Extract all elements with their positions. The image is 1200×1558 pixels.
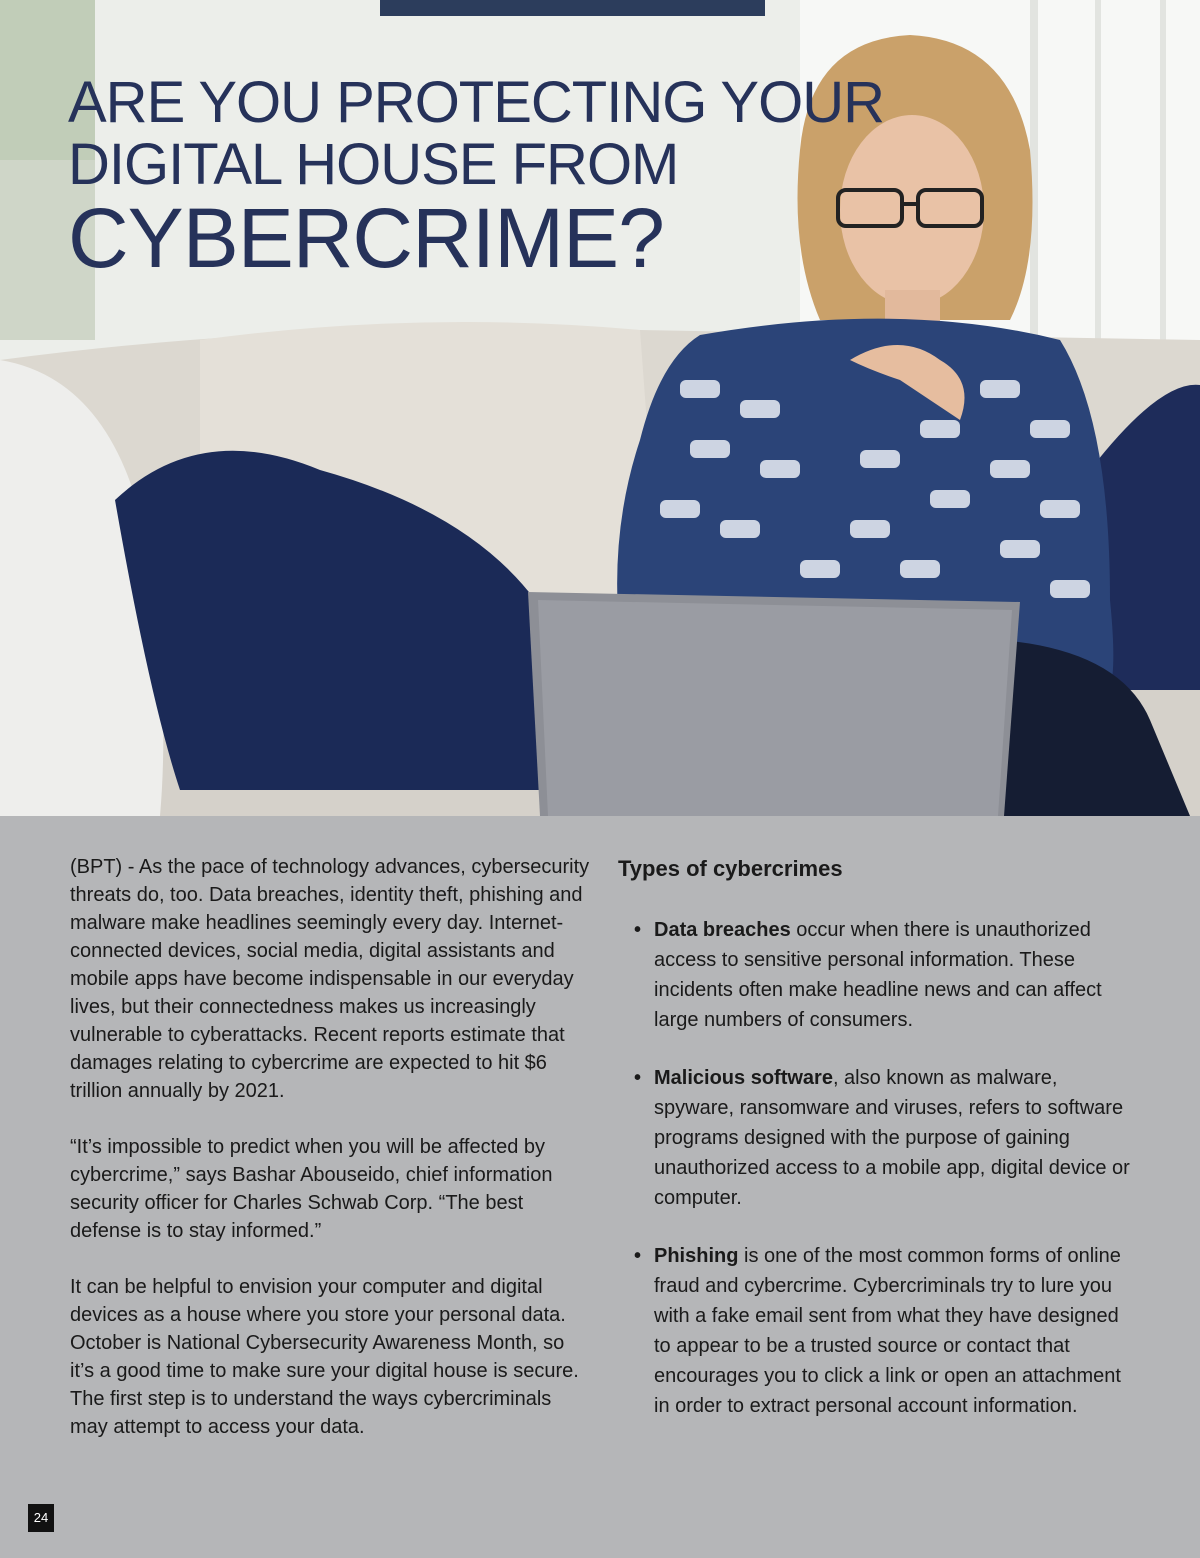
house-analogy-paragraph: It can be helpful to envision your computer and digital devices as a house where you store your personal data. October is National Cybersecurity Awareness Month, so it’s a good time to make sure your digital house is secure. The first step is to understand the ways cybercriminals may attempt to access your data.	[70, 1276, 579, 1438]
list-item-malicious-software	[618, 1063, 1138, 1213]
intro-column	[70, 853, 590, 1469]
page-number: 24	[28, 1504, 54, 1532]
intro-paragraph: (BPT) - As the pace of technology advances, cybersecurity threats do, too. Data breaches, identity theft, phishing and malware make headlines seemingly every day. Internet-connected devices, social media, digital assistants and mobile apps have become indispensable in our everyday lives, but their connectedness makes us increasingly vulnerable to cyberattacks. Recent reports estimate that damages relating to cybercrime are expected to hit $6 trillion annually by 2021.	[70, 856, 590, 1102]
bullet-icon: •	[634, 1067, 642, 1089]
term-label: Malicious software	[654, 1067, 833, 1089]
list-item-phishing	[618, 1241, 1138, 1421]
term-description: , also known as malware, spyware, ransomware and viruses, refers to software programs designed with the purpose of gaining unauthorized access to a mobile app, digital device or computer.	[654, 1067, 1130, 1209]
term-label: Data breaches	[654, 919, 791, 941]
cybercrime-types-column	[618, 853, 1138, 1449]
headline-line-2: DIGITAL HOUSE FROM	[68, 132, 679, 197]
headline-line-1: ARE YOU PROTECTING YOUR	[68, 70, 884, 135]
bullet-icon: •	[634, 919, 642, 941]
list-item-data-breaches	[618, 915, 1138, 1035]
quote-paragraph: “It’s impossible to predict when you will be affected by cybercrime,” says Bashar Abouseido, chief information security officer for Charles Schwab Corp. “The best defense is to stay informed.”	[70, 1136, 553, 1242]
section-heading: Types of cybercrimes	[618, 856, 843, 881]
headline-line-3: CYBERCRIME?	[68, 191, 664, 285]
cybercrime-types-list	[618, 915, 1138, 1421]
bullet-icon: •	[634, 1245, 642, 1267]
headline	[68, 70, 884, 285]
term-description: is one of the most common forms of online fraud and cybercrime. Cybercriminals try to lure you with a fake email sent from what they have designed to appear to be a trusted source or contact that encourages you to click a link or open an attachment in order to extract personal account information.	[654, 1245, 1121, 1417]
term-description: occur when there is unauthorized access to sensitive personal information. These incidents often make headline news and can affect large numbers of consumers.	[654, 919, 1102, 1031]
term-label: Phishing	[654, 1245, 739, 1267]
